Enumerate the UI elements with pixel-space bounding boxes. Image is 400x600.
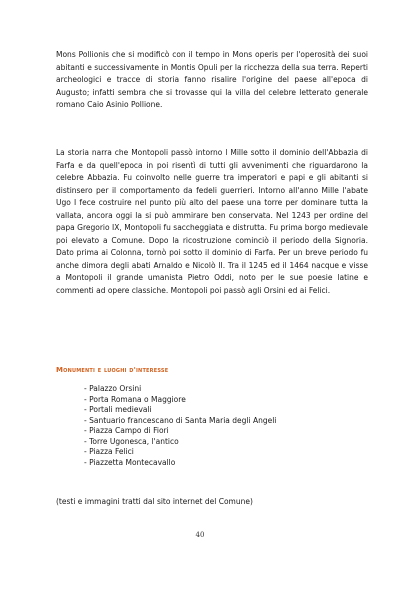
list-item: - Piazza Felici [84, 447, 276, 458]
list-item: - Porta Romana o Maggiore [84, 395, 276, 406]
list-item: - Piazza Campo di Fiori [84, 426, 276, 437]
list-item: - Piazzetta Montecavallo [84, 458, 276, 469]
list-item: - Torre Ugonesca, l'antico [84, 437, 276, 448]
list-item: - Palazzo Orsini [84, 384, 276, 395]
list-item: - Santuario francescano di Santa Maria degli Angeli [84, 416, 276, 427]
section-title-monuments: Monumenti e luoghi d'interesse [56, 366, 169, 374]
source-credit: (testi e immagini tratti dal sito internet del Comune) [56, 497, 253, 506]
page-number: 40 [195, 531, 205, 539]
history-paragraph-1: Mons Pollionis che si modificò con il tempo in Mons operis per l'operosità dei suoi abitanti e successivamente in Montis Opuli per la ricchezza della sua terra. Reperti archeologici e tracce di storia fanno risalire l'origine del paese all'epoca di Augusto; infatti sembra che si trovasse qui la villa del celebre letterato generale romano Caio Asinio Pollione. [56, 50, 368, 109]
list-item: - Portali medievali [84, 405, 276, 416]
monuments-list [84, 384, 276, 468]
history-paragraph-2: La storia narra che Montopoli passò intorno l Mille sotto il dominio dell'Abbazia di Farfa e da quell'epoca in poi risentì di tutti gli avvenimenti che riguardarono la celebre Abbazia. Fu coinvolto nelle guerre tra imperatori e papi e gli abitanti si distinsero per il comportamento da fedeli guerrieri. Intorno all'anno Mille l'abate Ugo I fece costruire nel punto più alto del paese una torre per dominare tutta la vallata, ancora oggi la si può ammirare ben conservata. Nel 1243 per ordine del papa Gregorio IX, Montopoli fu saccheggiata e distrutta. Fu prima borgo medievale poi elevato a Comune. Dopo la ricostruzione cominciò il periodo della Signoria. Dato prima ai Colonna, tornò poi sotto il dominio di Farfa. Per un breve periodo fu anche dimora degli abati Arnaldo e Nicolò II. Tra il 1245 ed il 1464 nacque e visse a Montopoli il grande umanista Pietro Oddi, noto per le sue poesie latine e commenti ad opere classiche. Montopoli poi passò agli Orsini ed ai Felici. [56, 148, 368, 295]
